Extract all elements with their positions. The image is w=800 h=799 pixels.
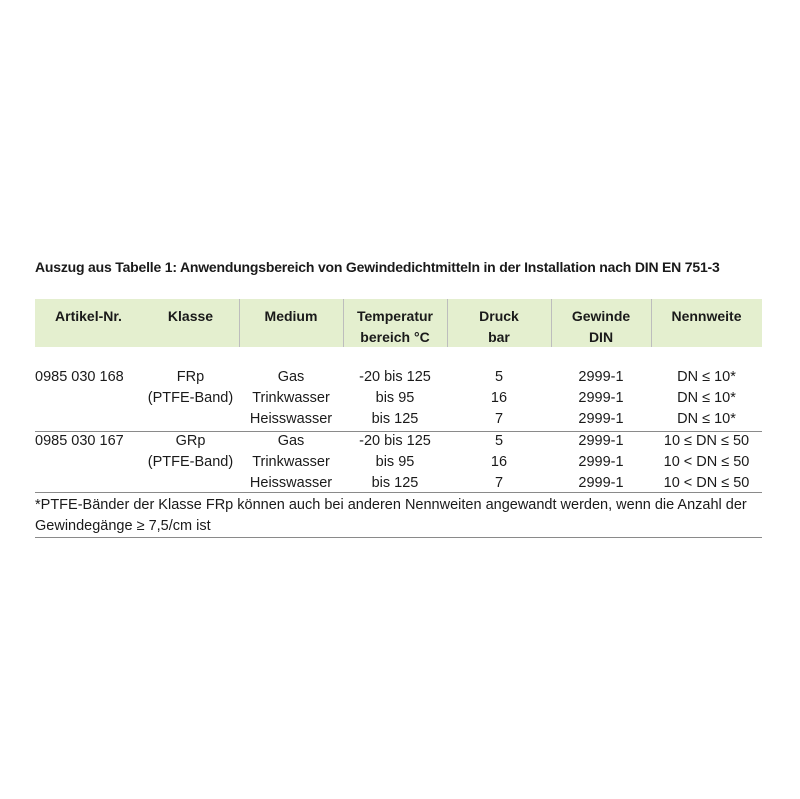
header-klasse: Klasse (167, 308, 214, 324)
data-table (35, 299, 762, 493)
column-divider (447, 299, 448, 347)
druck: 7 (494, 475, 504, 491)
nennweite: DN ≤ 10* (677, 390, 736, 406)
nennweite: 10 < DN ≤ 50 (663, 454, 750, 470)
gewinde: 2999-1 (578, 369, 624, 385)
klasse-sub: (PTFE-Band) (147, 390, 234, 406)
column-divider (651, 299, 652, 347)
temperatur: bis 125 (371, 411, 419, 427)
header-druck-line1: Druck (479, 308, 519, 324)
nennweite: 10 ≤ DN ≤ 50 (663, 433, 750, 449)
table-caption: Auszug aus Tabelle 1: Anwendungsbereich von Gewindedichtmitteln in der Installation nach DIN EN 751-3 (35, 259, 720, 275)
column-divider (239, 299, 240, 347)
header-gewinde-line2: DIN (588, 329, 614, 345)
table-body (35, 347, 762, 493)
gewinde: 2999-1 (578, 454, 624, 470)
temperatur: -20 bis 125 (359, 369, 431, 385)
druck: 5 (494, 433, 504, 449)
gewinde: 2999-1 (578, 390, 624, 406)
klasse: GRp (175, 433, 206, 449)
temperatur: bis 95 (375, 390, 415, 406)
druck: 16 (490, 454, 508, 470)
medium: Heisswasser (249, 411, 333, 427)
druck: 5 (494, 369, 504, 385)
klasse: FRp (176, 369, 205, 385)
header-artikel: Artikel-Nr. (55, 308, 122, 324)
klasse-sub: (PTFE-Band) (147, 454, 234, 470)
header-nennweite: Nennweite (671, 308, 742, 324)
footnote-rule (35, 537, 762, 538)
table-bottom-rule (35, 492, 762, 493)
gewinde: 2999-1 (578, 475, 624, 491)
artikel-nr: 0985 030 168 (35, 369, 124, 385)
header-druck-line2: bar (488, 329, 510, 345)
gewinde: 2999-1 (578, 411, 624, 427)
medium: Gas (277, 369, 305, 385)
temperatur: -20 bis 125 (359, 433, 431, 449)
header-gewinde (551, 306, 651, 348)
footnote: *PTFE-Bänder der Klasse FRp können auch bei anderen Nennweiten angewandt werden, wenn die Anzahl der Gewindegänge ≥ 7,5/cm ist (35, 497, 747, 534)
temperatur: bis 95 (375, 454, 415, 470)
column-divider (343, 299, 344, 347)
druck: 7 (494, 411, 504, 427)
table-header (35, 299, 762, 347)
header-druck (447, 306, 551, 348)
nennweite: DN ≤ 10* (677, 369, 736, 385)
nennweite: DN ≤ 10* (677, 411, 736, 427)
temperatur: bis 125 (371, 475, 419, 491)
artikel-nr: 0985 030 167 (35, 433, 124, 449)
gewinde: 2999-1 (578, 433, 624, 449)
header-gewinde-line1: Gewinde (571, 308, 631, 324)
nennweite: 10 < DN ≤ 50 (663, 475, 750, 491)
medium: Trinkwasser (252, 454, 330, 470)
medium: Gas (277, 433, 305, 449)
medium: Trinkwasser (252, 390, 330, 406)
header-temperatur-line2: bereich °C (360, 329, 430, 345)
column-divider (551, 299, 552, 347)
medium: Heisswasser (249, 475, 333, 491)
druck: 16 (490, 390, 508, 406)
header-medium: Medium (264, 308, 318, 324)
header-temperatur (343, 306, 447, 348)
header-temperatur-line1: Temperatur (357, 308, 433, 324)
